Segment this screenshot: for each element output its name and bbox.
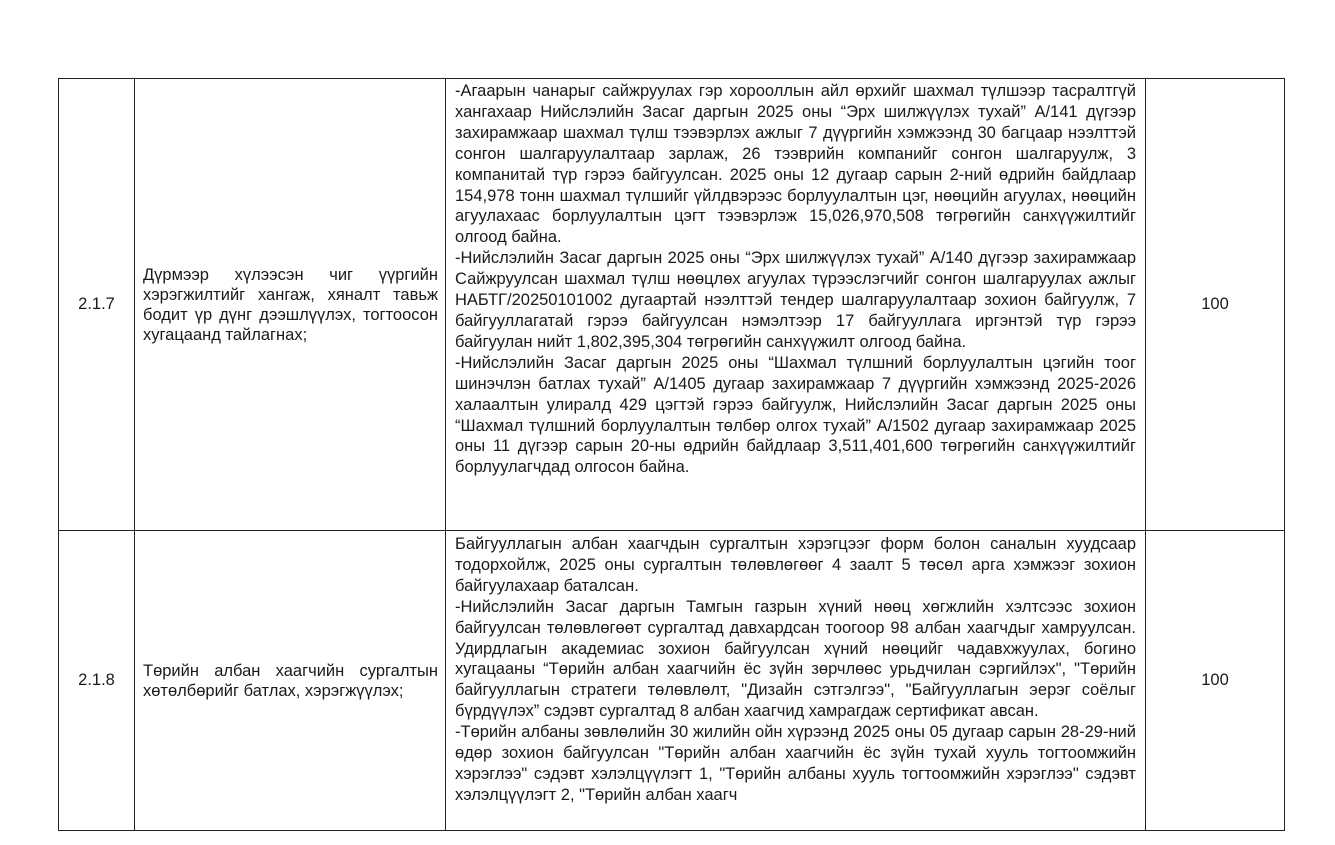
description-paragraph: -Агаарын чанарыг сайжруулах гэр хорооллын айл өрхийг шахмал түлшээр тасралтгүй хангахаар Нийслэлийн Засаг даргын 2025 оны “Эрх шилжүүлэх тухай” А/141 дүгээр захирамжаар шахмал түлш тээвэрлэх ажлыг 7 дүүргийн хэмжээнд 30 багцаар нээлттэй сонгон шалгаруулалтаар зарлаж, 26 тээврийн компанийг сонгон шалгаруулж, 3 компанитай түр гэрээ байгуулсан. 2025 оны 12 дугаар сарын 2-ний өдрийн байдлаар 154,978 тонн шахмал түлшийг үйлдвэрээс борлуулалтын цэг, нөөцийн агуулах, нөөцийн агуулахаас борлуулалтын цэгт тээвэрлэж 15,026,970,508 төгрөгийн санхүүжилтийг олгоод байна. [455,82,1136,247]
row-number: 2.1.7 [59,79,135,531]
table-row [59,79,1285,531]
description-clip [455,534,1136,825]
description-paragraph: -Нийслэлийн Засаг даргын 2025 оны “Эрх шилжүүлэх тухай” А/140 дүгээр захирамжаар Сайжруулсан шахмал түлш нөөцлөх агуулах түрээслэгчийг сонгон шалгаруулах ажлыг НАБТГ/20250101002 дугаартай нээлттэй тендер шалгаруулалтаар зохион байгуулж, 7 байгууллагатай гэрээ байгуулсан нэмэлтээр 17 байгууллага иргэнтэй түр гэрээ байгуулан нийт 1,802,395,304 төгрөгийн санхүүжилт олгоод байна. [455,249,1136,351]
row-number: 2.1.8 [59,531,135,831]
report-table [58,78,1285,831]
description-cell [446,79,1146,531]
description-paragraph: -Нийслэлийн Засаг даргын Тамгын газрын хүний нөөц хөгжлийн хэлтсээс зохион байгуулсан төлөвлөгөөт сургалтад давхардсан тоогоор 98 албан хаагчдыг хамруулсан. Удирдлагын академиас зохион байгуулсан хүний нөөцийг чадавхжуулах, богино хугацааны “Төрийн албан хаагчийн ёс зүйн зөрчлөөс урьдчилан сэргийлэх", "Төрийн байгууллагын стратеги төлөвлөлт, "Дизайн сэтгэлгээ", "Байгууллагын эерэг соёлыг бүрдүүлэх” сэдэвт сургалтад 8 албан хаагчид хамрагдаж сертификат авсан. [455,597,1136,721]
table-row [59,531,1285,831]
description-cell [446,531,1146,831]
description-paragraph: -Төрийн албаны зөвлөлийн 30 жилийн ойн хүрээнд 2025 оны 05 дугаар сарын 28-29-ний өдөр зохион байгуулсан "Төрийн албан хаагчийн ёс зүйн тухай хууль тогтоомжийн хэрэглээ" сэдэвт хэлэлцүүлэгт 1, "Төрийн албаны хууль тогтоомжийн хэрэглээ" сэдэвт хэлэлцүүлэгт 2, "Төрийн албан хаагч [455,723,1136,804]
score-value: 100 [1146,79,1285,531]
task-text: Төрийн албан хаагчийн сургалтын хөтөлбөрийг батлах, хэрэгжүүлэх; [135,531,446,831]
description-paragraph: -Нийслэлийн Засаг даргын 2025 оны “Шахмал түлшний борлуулалтын цэгийн тоог шинэчлэн батлах тухай” А/1405 дугаар захирамжаар 7 дүүргийн хэмжээнд 2025-2026 халаалтын улиралд 429 цэгтэй гэрээ байгуулж, Нийслэлийн Засаг даргын 2025 оны “Шахмал түлшний борлуулалтын төлбөр олгох тухай” А/1502 дугаар захирамжаар 2025 оны 11 дүгээр сарын 20-ны өдрийн байдлаар 3,511,401,600 төгрөгийн санхүүжилтийг борлуулагчдад олгосон байна. [455,353,1136,477]
description-paragraph: Байгууллагын албан хаагчдын сургалтын хэрэгцээг форм болон саналын хуудсаар тодорхойлж, 2025 оны сургалтын төлөвлөгөөг 4 заалт 5 төсөл арга хэмжээг зохион байгуулахаар баталсан. [455,535,1136,595]
score-value: 100 [1146,531,1285,831]
task-text: Дүрмээр хүлээсэн чиг үүргийн хэрэгжилтийг хангаж, хяналт тавьж бодит үр дүнг дээшлүүлэх, тогтоосон хугацаанд тайлагнах; [135,79,446,531]
